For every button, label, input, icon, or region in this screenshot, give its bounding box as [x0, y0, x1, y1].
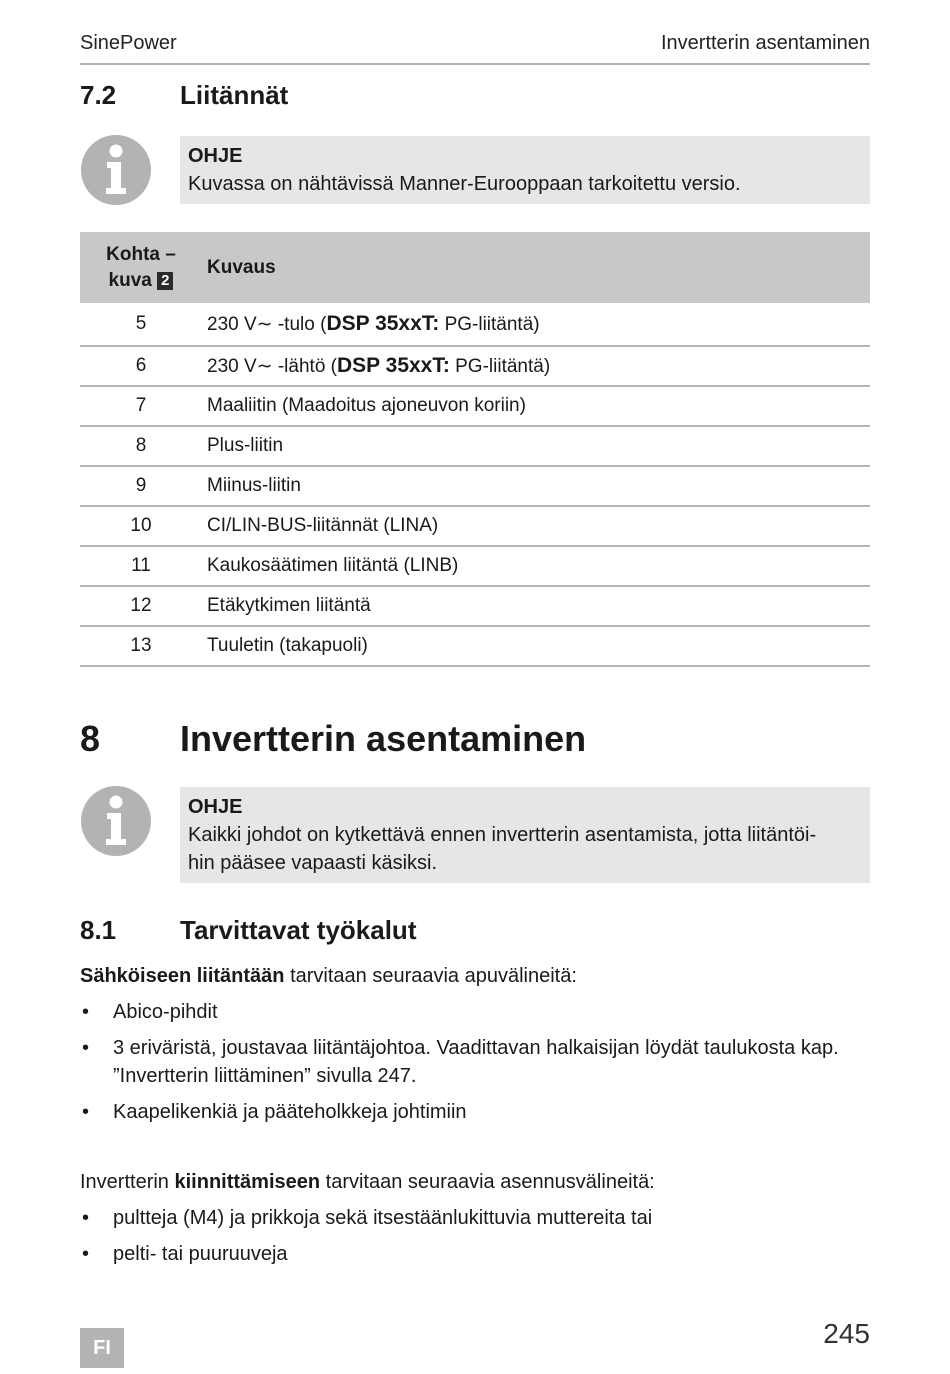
item-number: 10: [80, 506, 202, 546]
list-item: • pultteja (M4) ja prikkoja sekä itsestäänlukittuvia muttereita tai: [82, 1207, 653, 1229]
note-title: OHJE: [188, 796, 243, 818]
item-number: 6: [80, 346, 202, 386]
running-header: [80, 32, 870, 65]
item-number: 7: [80, 386, 202, 426]
note-box: [180, 136, 870, 204]
note-text: Kuvassa on nähtävissä Manner-Eurooppaan tarkoitettu versio.: [188, 173, 741, 195]
item-description: Plus-liitin: [202, 426, 870, 466]
paragraph: Invertterin kiinnittämiseen tarvitaan seuraavia asennusvälineitä:: [80, 1171, 655, 1193]
column-header-item: Kohta – kuva 2: [80, 232, 202, 303]
column-header-description: Kuvaus: [202, 232, 870, 303]
note-title: OHJE: [188, 145, 243, 167]
table-row: [80, 466, 870, 506]
paragraph: Sähköiseen liitäntään tarvitaan seuraavia apuvälineitä:: [80, 965, 577, 987]
header-chapter: Invertterin asentaminen: [660, 32, 870, 54]
chapter-number: 8: [80, 718, 101, 759]
list-item: • Kaapelikenkiä ja pääteholkkeja johtimiin: [82, 1101, 467, 1123]
ac-tilde-icon: ∼: [256, 314, 273, 335]
note-box: [180, 787, 870, 883]
table-row: [80, 546, 870, 586]
item-number: 8: [80, 426, 202, 466]
item-description: Tuuletin (takapuoli): [202, 626, 870, 666]
language-tab: FI: [80, 1328, 124, 1368]
table-row: [80, 346, 870, 386]
item-description: Etäkytkimen liitäntä: [202, 586, 870, 626]
item-description: CI/LIN-BUS-liitännät (LINA): [202, 506, 870, 546]
chapter-title: Invertterin asentaminen: [180, 718, 587, 759]
note-text-line: Kaikki johdot on kytkettävä ennen invertterin asentamista, jotta liitäntöi-: [188, 824, 817, 846]
section-title: Liitännät: [180, 80, 289, 110]
item-description: 230 V∼ -tulo (DSP 35xxT: PG-liitäntä): [202, 303, 870, 346]
item-description: Miinus-liitin: [202, 466, 870, 506]
section-number: 8.1: [80, 915, 117, 945]
header-brand: SinePower: [80, 32, 177, 54]
table-row: [80, 506, 870, 546]
item-description: Kaukosäätimen liitäntä (LINB): [202, 546, 870, 586]
list-item: • Abico-pihdit: [82, 1001, 218, 1023]
note-text-line: hin pääsee vapaasti käsiksi.: [188, 852, 438, 874]
item-description: 230 V∼ -lähtö (DSP 35xxT: PG-liitäntä): [202, 346, 870, 386]
item-number: 5: [80, 303, 202, 346]
item-number: 13: [80, 626, 202, 666]
bullet-list: [80, 1204, 870, 1276]
item-number: 9: [80, 466, 202, 506]
table-row: [80, 386, 870, 426]
list-item: • 3 eriväristä, joustavaa liitäntäjohtoa. Vaadittavan halkaisijan löydät taulukosta kap. ”Invertterin liittäminen” sivulla 247.: [82, 1037, 839, 1087]
item-number: 11: [80, 546, 202, 586]
section-number: 7.2: [80, 80, 117, 110]
table-row: [80, 426, 870, 466]
table-row: [80, 626, 870, 666]
page-number: 245: [823, 1318, 870, 1349]
table-row: [80, 586, 870, 626]
bullet-list: [80, 998, 870, 1134]
ac-tilde-icon: ∼: [256, 356, 273, 377]
table-header-row: [80, 232, 870, 303]
item-description: Maaliitin (Maadoitus ajoneuvon koriin): [202, 386, 870, 426]
connections-table: [80, 232, 870, 667]
section-title: Tarvittavat työkalut: [180, 915, 417, 945]
table-row: [80, 303, 870, 346]
list-item: • pelti- tai puuruuveja: [82, 1243, 288, 1265]
item-number: 12: [80, 586, 202, 626]
figure-badge: 2: [157, 272, 173, 290]
document-page: [80, 0, 870, 1374]
info-icon: [80, 134, 152, 206]
info-icon: [80, 785, 152, 857]
